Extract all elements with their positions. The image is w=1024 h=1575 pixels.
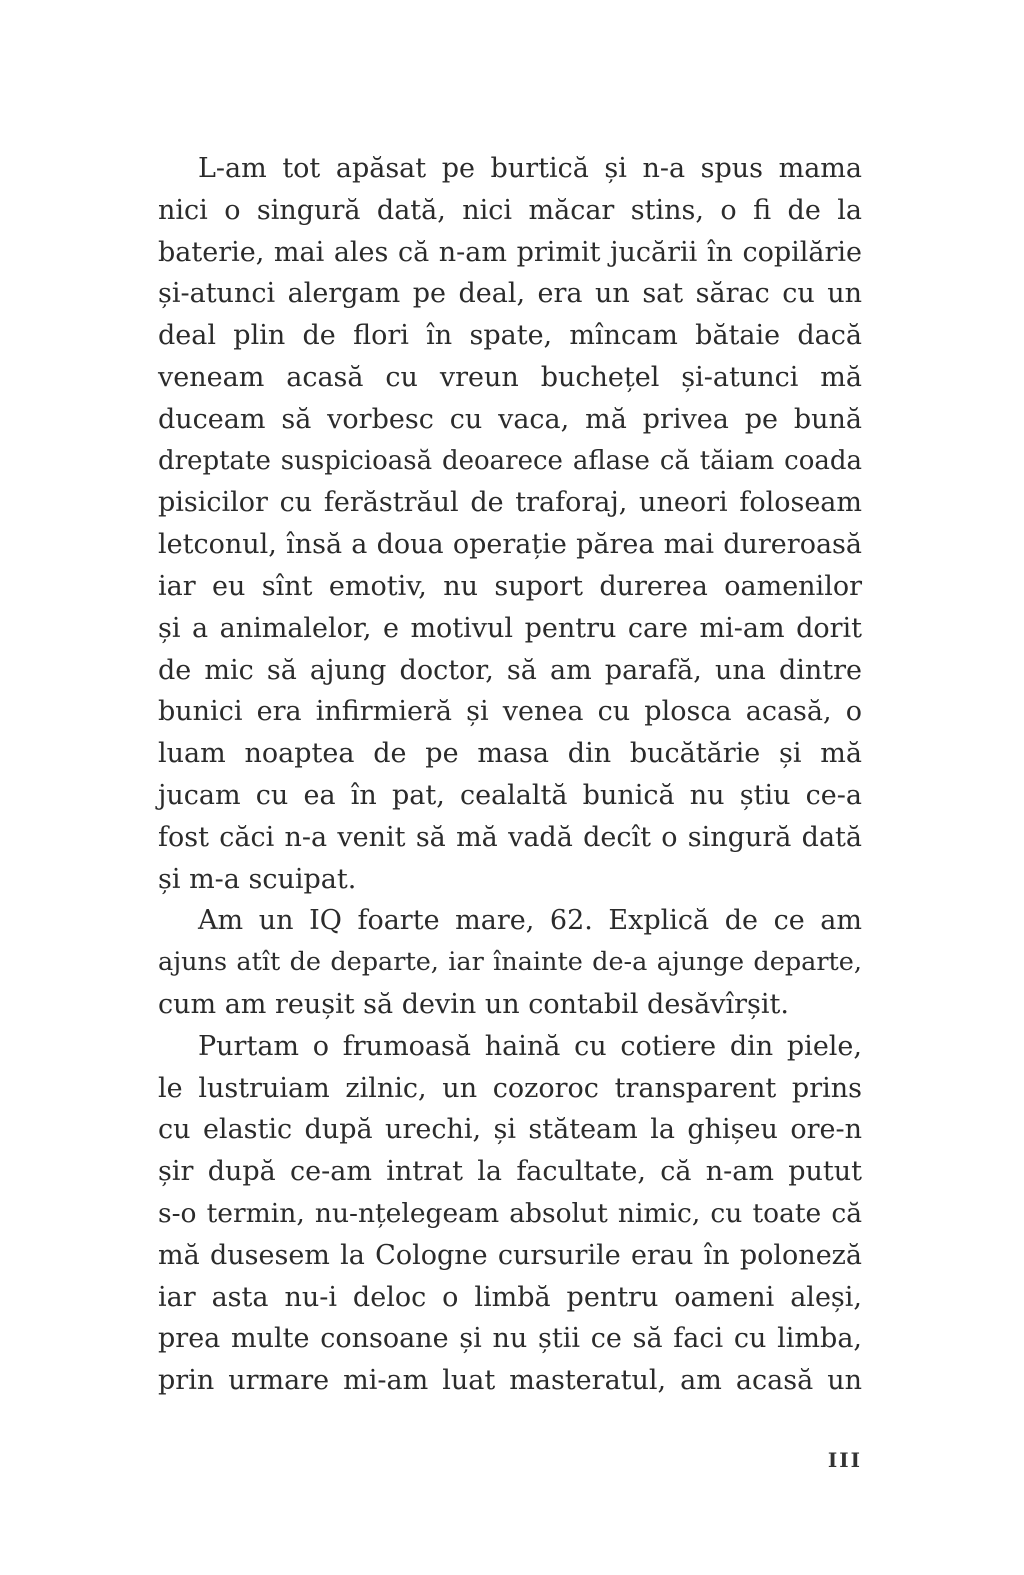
- text-line: deal plin de flori în spate, mîncam bătaie dacă: [158, 320, 862, 352]
- paragraph-3: [158, 1026, 862, 1402]
- text-line: iar asta nu-i deloc o limbă pentru oameni aleși,: [158, 1281, 862, 1313]
- text-line: și-atunci alergam pe deal, era un sat sărac cu un: [158, 278, 862, 310]
- text-line: cum am reușit să devin un contabil desăvîrșit.: [158, 988, 789, 1020]
- text-line: nici o singură dată, nici măcar stins, o fi de la: [158, 194, 862, 226]
- text-line: fost căci n-a venit să mă vadă decît o singură dată: [158, 821, 862, 853]
- page-number: III: [827, 1448, 862, 1472]
- text-line: prea multe consoane și nu știi ce să faci cu limba,: [158, 1323, 862, 1355]
- text-line: Purtam o frumoasă haină cu cotiere din piele,: [198, 1030, 862, 1062]
- text-line: s-o termin, nu-nțelegeam absolut nimic, cu toate că: [158, 1197, 862, 1229]
- text-line: letconul, însă a doua operație părea mai dureroasă: [158, 529, 862, 561]
- text-line: duceam să vorbesc cu vaca, mă privea pe bună: [158, 403, 862, 435]
- paragraph-1: [158, 148, 862, 900]
- text-line: luam noaptea de pe masa din bucătărie și mă: [158, 738, 862, 770]
- text-line: baterie, mai ales că n-am primit jucării în copilărie: [158, 236, 862, 268]
- text-line: le lustruiam zilnic, un cozoroc transparent prins: [158, 1072, 862, 1104]
- text-line: bunici era infirmieră și venea cu plosca acasă, o: [158, 696, 862, 728]
- paragraph-2: [158, 900, 862, 1025]
- text-line: veneam acasă cu vreun buchețel și-atunci mă: [158, 361, 862, 393]
- text-line: prin urmare mi-am luat masteratul, am acasă un: [158, 1365, 862, 1397]
- text-line: jucam cu ea în pat, cealaltă bunică nu știu ce-a: [158, 779, 862, 811]
- text-line: iar eu sînt emotiv, nu suport durerea oamenilor: [158, 570, 862, 602]
- text-line: și a animalelor, e motivul pentru care mi-am dorit: [158, 612, 862, 644]
- text-line: ajuns atît de departe, iar înainte de-a ajunge departe,: [158, 947, 862, 978]
- body-text: [158, 148, 862, 1402]
- text-line: mă dusesem la Cologne cursurile erau în poloneză: [158, 1239, 862, 1271]
- text-line: dreptate suspicioasă deoarece aflase că tăiam coada: [158, 445, 862, 476]
- text-line: cu elastic după urechi, și stăteam la ghișeu ore-n: [158, 1114, 862, 1146]
- text-line: și m-a scuipat.: [158, 863, 357, 895]
- text-line: de mic să ajung doctor, să am parafă, una dintre: [158, 654, 862, 686]
- text-line: Am un IQ foarte mare, 62. Explică de ce am: [198, 905, 862, 937]
- text-line: pisicilor cu ferăstrăul de traforaj, uneori foloseam: [158, 487, 862, 519]
- text-line: șir după ce-am intrat la facultate, că n-am putut: [158, 1156, 862, 1188]
- text-line: L-am tot apăsat pe burtică și n-a spus mama: [198, 153, 862, 184]
